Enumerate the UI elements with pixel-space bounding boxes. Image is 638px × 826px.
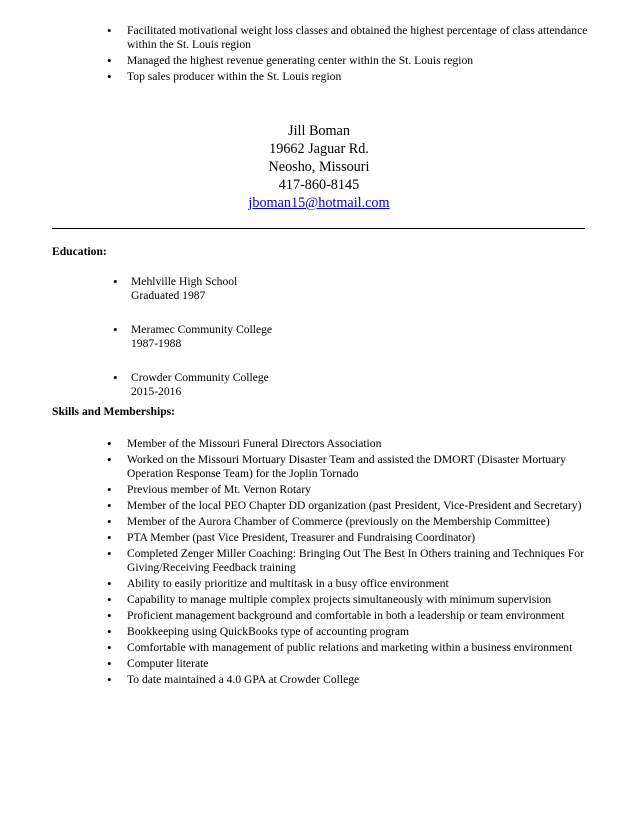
contact-city: Neosho, Missouri	[268, 159, 370, 175]
list-item: • Managed the highest revenue generating center within the St. Louis region	[127, 54, 597, 68]
list-item: • Ability to easily prioritize and multitask in a busy office environment	[127, 577, 597, 591]
list-item: • PTA Member (past Vice President, Treasurer and Fundraising Coordinator)	[127, 531, 597, 545]
education-item	[131, 371, 531, 399]
list-item: • Member of the local PEO Chapter DD organization (past President, Vice-President and Secretary)	[127, 499, 597, 513]
list-item: • Worked on the Missouri Mortuary Disaster Team and assisted the DMORT (Disaster Mortuary Operation Response Team) for the Joplin Tornado	[127, 453, 597, 481]
list-item: • Proficient management background and comfortable in both a leadership or team environment	[127, 609, 597, 623]
list-item: • Facilitated motivational weight loss classes and obtained the highest percentage of class attendance within the St. Louis region	[127, 24, 597, 52]
list-item: • To date maintained a 4.0 GPA at Crowder College	[127, 673, 597, 687]
skills-list	[127, 437, 597, 689]
contact-email-link[interactable]: jboman15@hotmail.com	[248, 195, 390, 211]
contact-street: 19662 Jaguar Rd.	[269, 141, 369, 157]
contact-phone: 417-860-8145	[278, 177, 360, 193]
school-detail: Graduated 1987	[131, 289, 206, 302]
school-name: • Meramec Community College	[131, 323, 273, 336]
school-detail: 1987-1988	[131, 337, 182, 350]
horizontal-divider	[52, 228, 585, 229]
education-item	[131, 275, 531, 303]
school-name: • Mehlville High School	[131, 275, 238, 288]
list-item: • Member of the Missouri Funeral Directors Association	[127, 437, 597, 451]
list-item: • Bookkeeping using QuickBooks type of accounting program	[127, 625, 597, 639]
school-name: • Crowder Community College	[131, 371, 269, 384]
list-item: • Previous member of Mt. Vernon Rotary	[127, 483, 597, 497]
education-list	[131, 275, 531, 419]
list-item: • Top sales producer within the St. Louis region	[127, 70, 597, 84]
school-detail: 2015-2016	[131, 385, 182, 398]
experience-bullet-list	[127, 24, 597, 86]
skills-heading: Skills and Memberships:	[52, 405, 176, 418]
list-item: • Comfortable with management of public relations and marketing within a business environment	[127, 641, 597, 655]
education-heading: Education:	[52, 245, 107, 258]
list-item: • Member of the Aurora Chamber of Commerce (previously on the Membership Committee)	[127, 515, 597, 529]
education-item	[131, 323, 531, 351]
list-item: • Completed Zenger Miller Coaching: Bringing Out The Best In Others training and Techniques For Giving/Receiving Feedback training	[127, 547, 597, 575]
list-item: • Computer literate	[127, 657, 597, 671]
list-item: • Capability to manage multiple complex projects simultaneously with minimum supervision	[127, 593, 597, 607]
contact-name: Jill Boman	[288, 123, 350, 139]
contact-block	[0, 122, 638, 212]
